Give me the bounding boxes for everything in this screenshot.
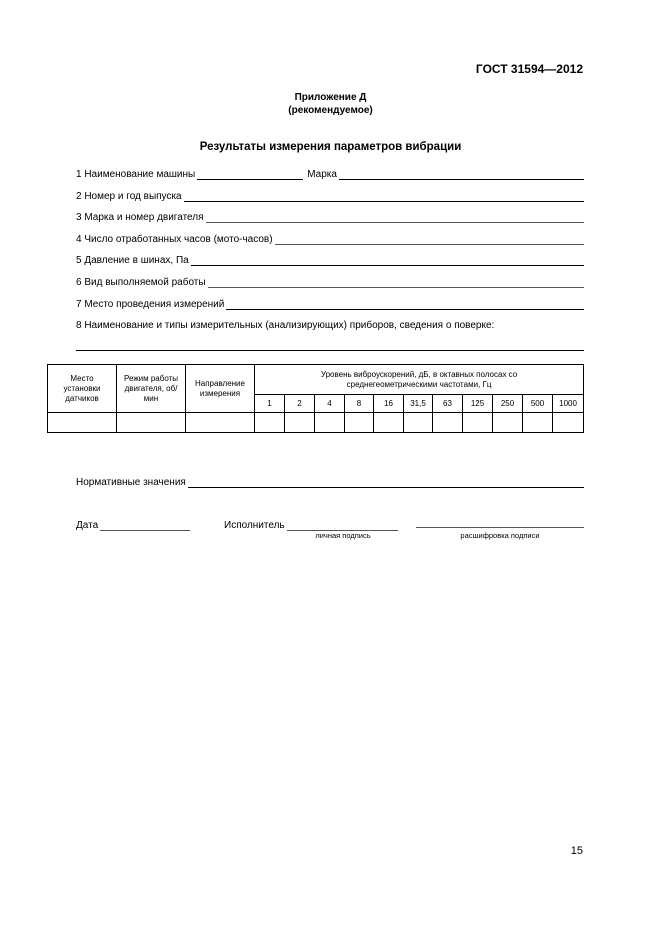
field-hours-label: 4 Число отработанных часов (мото-часов) [76, 234, 273, 245]
performer-field [224, 517, 398, 531]
field-tire-pressure-label: 5 Давление в шинах, Па [76, 255, 189, 266]
freq-2: 2 [285, 395, 315, 413]
field-instruments [76, 317, 584, 331]
cell-value[interactable] [374, 413, 404, 433]
field-instruments-label: 8 Наименование и типы измерительных (анализирующих) приборов, сведения о поверке: [76, 320, 495, 331]
measurement-table [47, 364, 584, 433]
header-mode: Режим работы двигателя, об/мин [117, 365, 186, 413]
cell-value[interactable] [404, 413, 433, 433]
cell-mode[interactable] [117, 413, 186, 433]
header-place: Место установки датчиков [48, 365, 117, 413]
field-brand-label: Марка [307, 169, 337, 180]
freq-63: 63 [433, 395, 463, 413]
appendix-status: (рекомендуемое) [288, 105, 373, 116]
freq-4: 4 [315, 395, 345, 413]
field-machine-name-label: 1 Наименование машины [76, 169, 196, 180]
freq-250: 250 [493, 395, 523, 413]
performer-signature-line[interactable] [287, 520, 398, 531]
date-label: Дата [76, 520, 99, 531]
field-hours [76, 231, 584, 245]
cell-value[interactable] [553, 413, 584, 433]
signature-decoding-caption: расшифровка подписи [460, 531, 540, 540]
freq-1: 1 [255, 395, 285, 413]
standard-number: ГОСТ 31594—2012 [475, 62, 583, 76]
number-year-line[interactable] [184, 191, 584, 202]
header-direction: Направление измерения [186, 365, 255, 413]
engine-line[interactable] [206, 212, 584, 223]
cell-value[interactable] [463, 413, 493, 433]
location-line[interactable] [226, 299, 584, 310]
form-title: Результаты измерения параметров вибрации [199, 141, 462, 153]
field-number-year-label: 2 Номер и год выпуска [76, 191, 182, 202]
date-field [76, 517, 190, 531]
field-engine [76, 209, 584, 223]
field-engine-label: 3 Марка и номер двигателя [76, 212, 204, 223]
normative-line[interactable] [188, 477, 584, 488]
machine-name-line[interactable] [197, 169, 303, 180]
field-number-year [76, 188, 584, 202]
cell-place[interactable] [48, 413, 117, 433]
appendix-title: Приложение Д [294, 92, 367, 103]
field-location-label: 7 Место проведения измерений [76, 299, 225, 310]
work-type-line[interactable] [208, 277, 584, 288]
cell-value[interactable] [345, 413, 374, 433]
freq-8: 8 [345, 395, 374, 413]
cell-value[interactable] [255, 413, 285, 433]
freq-1000: 1000 [553, 395, 584, 413]
hours-line[interactable] [275, 234, 584, 245]
cell-value[interactable] [285, 413, 315, 433]
field-normative [76, 474, 584, 488]
field-location [76, 296, 584, 310]
freq-500: 500 [523, 395, 553, 413]
signature-decoding-line[interactable] [416, 527, 584, 528]
performer-label: Исполнитель [224, 520, 285, 531]
field-normative-label: Нормативные значения [76, 477, 186, 488]
personal-signature-caption: личная подпись [315, 531, 371, 540]
page-number: 15 [570, 845, 583, 857]
brand-line[interactable] [339, 169, 584, 180]
tire-pressure-line[interactable] [191, 255, 584, 266]
field-work-type [76, 274, 584, 288]
table-row [48, 413, 584, 433]
freq-31-5: 31,5 [404, 395, 433, 413]
appendix-heading [0, 91, 661, 117]
cell-value[interactable] [315, 413, 345, 433]
instruments-line[interactable] [76, 350, 584, 351]
freq-16: 16 [374, 395, 404, 413]
date-line[interactable] [100, 520, 190, 531]
cell-direction[interactable] [186, 413, 255, 433]
field-machine-name [76, 166, 584, 180]
header-level: Уровень виброускорений, дБ, в октавных полосах со среднегеометрическими частотами, Гц [255, 365, 584, 395]
cell-value[interactable] [523, 413, 553, 433]
cell-value[interactable] [433, 413, 463, 433]
field-work-type-label: 6 Вид выполняемой работы [76, 277, 206, 288]
cell-value[interactable] [493, 413, 523, 433]
freq-125: 125 [463, 395, 493, 413]
field-tire-pressure [76, 252, 584, 266]
